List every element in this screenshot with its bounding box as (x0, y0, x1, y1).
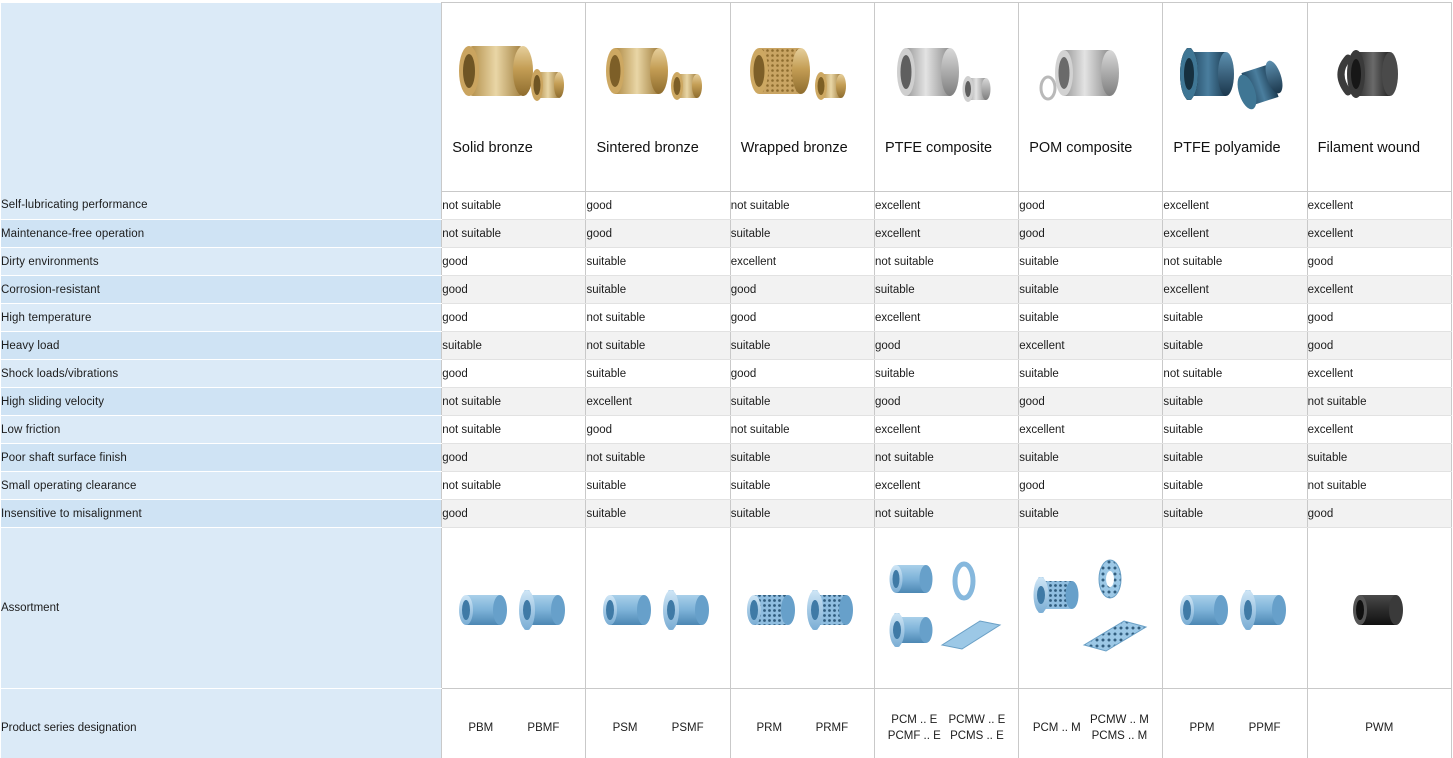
column-header-ptfe-composite (874, 3, 1018, 192)
filament-wound-bushing-photo (1314, 4, 1451, 140)
designation-line: PBM (468, 722, 494, 734)
designation-item (888, 712, 941, 744)
table-row (1, 192, 1452, 220)
row-label: Self-lubricating performance (1, 192, 442, 220)
cell-value: not suitable (442, 192, 586, 220)
cell-value: good (1019, 192, 1163, 220)
column-header-filament-wound (1307, 3, 1451, 192)
cell-value: excellent (1163, 276, 1307, 304)
cell-value: suitable (874, 276, 1018, 304)
row-label: High temperature (1, 304, 442, 332)
assortment-label: Assortment (1, 528, 442, 689)
designation-line: PSM (612, 722, 638, 734)
designation-line: PCMF .. E (887, 730, 941, 742)
cell-value: good (1307, 304, 1451, 332)
cell-value: good (586, 220, 730, 248)
cell-value: excellent (874, 416, 1018, 444)
cell-value: suitable (730, 220, 874, 248)
designation-item (613, 720, 638, 736)
designation-line: PRM (756, 722, 783, 734)
table-row (1, 248, 1452, 276)
row-label: Low friction (1, 416, 442, 444)
designation-item (1033, 720, 1081, 736)
designation-cell-ptfe-polyamide (1163, 689, 1307, 758)
table-row (1, 500, 1452, 528)
designation-item (1308, 722, 1451, 734)
table-row (1, 276, 1452, 304)
designation-line: PPMF (1248, 722, 1281, 734)
column-title: Filament wound (1317, 140, 1421, 156)
wrapped-bronze-bushing-photo (737, 4, 874, 140)
row-label: Dirty environments (1, 248, 442, 276)
cell-value: excellent (1307, 276, 1451, 304)
row-label: Heavy load (1, 332, 442, 360)
table-row (1, 472, 1452, 500)
cell-value: suitable (1163, 416, 1307, 444)
cell-value: not suitable (442, 388, 586, 416)
filament-wound-assortment-illustration (1308, 533, 1451, 683)
cell-value: good (874, 388, 1018, 416)
cell-value: suitable (1163, 304, 1307, 332)
column-header-sintered-bronze (586, 3, 730, 192)
cell-value: excellent (1163, 192, 1307, 220)
column-title: Wrapped bronze (740, 140, 848, 156)
column-title: POM composite (1029, 140, 1133, 156)
designation-line: PCM .. E (891, 714, 938, 726)
cell-value: excellent (730, 248, 874, 276)
cell-value: not suitable (1307, 388, 1451, 416)
cell-value: excellent (1307, 416, 1451, 444)
solid-bronze-assortment-illustration (442, 533, 585, 683)
cell-value: suitable (442, 332, 586, 360)
column-title: Solid bronze (452, 140, 533, 156)
table-row (1, 304, 1452, 332)
table-header-row (1, 3, 1452, 192)
cell-value: suitable (730, 500, 874, 528)
cell-value: excellent (1307, 360, 1451, 388)
cell-value: not suitable (874, 500, 1018, 528)
table-row (1, 332, 1452, 360)
cell-value: suitable (1163, 332, 1307, 360)
ptfe-composite-assortment-illustration (875, 533, 1018, 683)
designation-line: PPM (1189, 722, 1215, 734)
designation-line: PRMF (815, 722, 849, 734)
cell-value: not suitable (586, 332, 730, 360)
table-row (1, 388, 1452, 416)
row-label: Small operating clearance (1, 472, 442, 500)
designation-line: PSMF (671, 722, 704, 734)
cell-value: suitable (1019, 360, 1163, 388)
cell-value: suitable (1163, 388, 1307, 416)
cell-value: good (442, 360, 586, 388)
designation-line: PCM .. M (1032, 722, 1081, 734)
cell-value: suitable (586, 472, 730, 500)
designation-item (1249, 720, 1281, 736)
cell-value: suitable (586, 360, 730, 388)
table-row (1, 360, 1452, 388)
cell-value: excellent (1019, 332, 1163, 360)
row-label: Poor shaft surface finish (1, 444, 442, 472)
designation-line: PBMF (527, 722, 560, 734)
designation-line: PCMW .. M (1090, 714, 1149, 726)
cell-value: excellent (586, 388, 730, 416)
designation-cell-wrapped-bronze (730, 689, 874, 758)
designation-item (672, 720, 704, 736)
cell-value: not suitable (586, 444, 730, 472)
assortment-cell-solid-bronze (442, 528, 586, 689)
cell-value: not suitable (1163, 360, 1307, 388)
cell-value: excellent (1307, 220, 1451, 248)
cell-value: suitable (1019, 500, 1163, 528)
column-title: Sintered bronze (596, 140, 699, 156)
cell-value: good (874, 332, 1018, 360)
designation-line: PCMS .. E (950, 730, 1004, 742)
ptfe-composite-bushing-photo (881, 4, 1018, 140)
designation-cell-ptfe-composite (874, 689, 1018, 758)
designation-item (468, 720, 493, 736)
cell-value: suitable (1019, 304, 1163, 332)
designation-cell-solid-bronze (442, 689, 586, 758)
column-header-solid-bronze (442, 3, 586, 192)
designation-item (948, 712, 1005, 744)
ptfe-polyamide-bushing-photo (1169, 4, 1306, 140)
cell-value: not suitable (730, 416, 874, 444)
column-title: PTFE polyamide (1173, 140, 1281, 156)
bushing-comparison-table (1, 2, 1452, 758)
cell-value: suitable (1307, 444, 1451, 472)
designation-line: PCMS .. M (1091, 730, 1148, 742)
cell-value: suitable (1163, 444, 1307, 472)
sintered-bronze-assortment-illustration (586, 533, 729, 683)
designation-item (1090, 712, 1149, 744)
assortment-cell-pom-composite (1019, 528, 1163, 689)
cell-value: good (1307, 332, 1451, 360)
cell-value: suitable (730, 472, 874, 500)
assortment-row (1, 528, 1452, 689)
cell-value: not suitable (1163, 248, 1307, 276)
cell-value: not suitable (730, 192, 874, 220)
cell-value: good (442, 500, 586, 528)
row-label: Shock loads/vibrations (1, 360, 442, 388)
column-header-ptfe-polyamide (1163, 3, 1307, 192)
row-label: Insensitive to misalignment (1, 500, 442, 528)
designation-cell-filament-wound (1307, 689, 1451, 758)
cell-value: good (1307, 248, 1451, 276)
cell-value: good (1019, 220, 1163, 248)
assortment-cell-filament-wound (1307, 528, 1451, 689)
cell-value: excellent (1307, 192, 1451, 220)
row-label: Corrosion-resistant (1, 276, 442, 304)
solid-bronze-bushing-photo (448, 4, 585, 140)
row-label: Maintenance-free operation (1, 220, 442, 248)
column-header-wrapped-bronze (730, 3, 874, 192)
table-row (1, 444, 1452, 472)
header-corner-cell (1, 3, 442, 192)
designation-row (1, 689, 1452, 758)
assortment-cell-ptfe-polyamide (1163, 528, 1307, 689)
cell-value: not suitable (442, 472, 586, 500)
cell-value: not suitable (874, 444, 1018, 472)
column-title: PTFE composite (884, 140, 993, 156)
pom-composite-assortment-illustration (1019, 533, 1162, 683)
cell-value: good (442, 276, 586, 304)
cell-value: good (1019, 472, 1163, 500)
designation-item (816, 720, 849, 736)
assortment-cell-ptfe-composite (874, 528, 1018, 689)
cell-value: suitable (1019, 248, 1163, 276)
designation-item (1190, 720, 1215, 736)
cell-value: suitable (1163, 472, 1307, 500)
cell-value: good (442, 444, 586, 472)
cell-value: good (586, 416, 730, 444)
cell-value: not suitable (874, 248, 1018, 276)
cell-value: good (442, 248, 586, 276)
cell-value: suitable (730, 444, 874, 472)
cell-value: excellent (1019, 416, 1163, 444)
designation-item (527, 720, 559, 736)
cell-value: not suitable (442, 220, 586, 248)
cell-value: good (730, 360, 874, 388)
assortment-cell-wrapped-bronze (730, 528, 874, 689)
wrapped-bronze-assortment-illustration (731, 533, 874, 683)
designation-line: PWM (1365, 722, 1394, 734)
assortment-cell-sintered-bronze (586, 528, 730, 689)
cell-value: good (1019, 388, 1163, 416)
cell-value: not suitable (1307, 472, 1451, 500)
cell-value: suitable (586, 248, 730, 276)
cell-value: suitable (1019, 444, 1163, 472)
sintered-bronze-bushing-photo (592, 4, 729, 140)
table-row (1, 416, 1452, 444)
cell-value: good (730, 304, 874, 332)
row-label: High sliding velocity (1, 388, 442, 416)
cell-value: not suitable (586, 304, 730, 332)
pom-composite-bushing-photo (1025, 4, 1162, 140)
column-header-pom-composite (1019, 3, 1163, 192)
cell-value: suitable (1019, 276, 1163, 304)
designation-cell-pom-composite (1019, 689, 1163, 758)
designation-cell-sintered-bronze (586, 689, 730, 758)
cell-value: excellent (874, 472, 1018, 500)
table-row (1, 220, 1452, 248)
cell-value: suitable (586, 500, 730, 528)
cell-value: excellent (1163, 220, 1307, 248)
designation-label: Product series designation (1, 689, 442, 758)
cell-value: good (586, 192, 730, 220)
cell-value: good (730, 276, 874, 304)
cell-value: not suitable (442, 416, 586, 444)
cell-value: good (442, 304, 586, 332)
cell-value: suitable (586, 276, 730, 304)
cell-value: excellent (874, 192, 1018, 220)
cell-value: excellent (874, 304, 1018, 332)
cell-value: suitable (730, 388, 874, 416)
cell-value: excellent (874, 220, 1018, 248)
designation-line: PCMW .. E (948, 714, 1006, 726)
cell-value: suitable (730, 332, 874, 360)
designation-item (756, 720, 782, 736)
cell-value: good (1307, 500, 1451, 528)
cell-value: suitable (874, 360, 1018, 388)
cell-value: suitable (1163, 500, 1307, 528)
ptfe-polyamide-assortment-illustration (1163, 533, 1306, 683)
